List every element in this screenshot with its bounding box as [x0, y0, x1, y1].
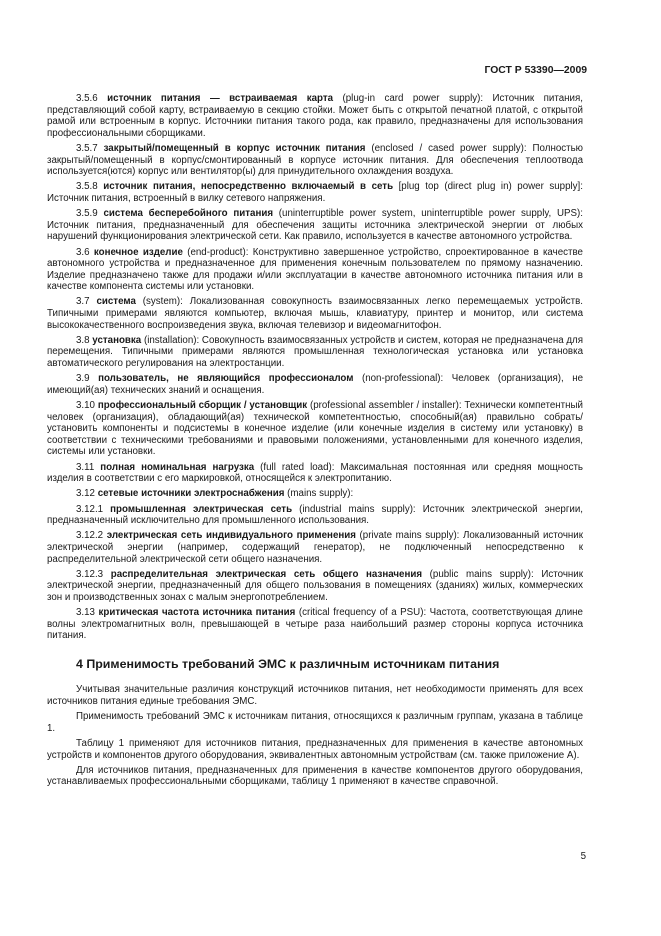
- clause-number: 3.11: [76, 461, 95, 473]
- clause-number: 3.6: [76, 246, 90, 258]
- section-title: 4 Применимость требований ЭМС к различным источникам питания: [76, 656, 500, 671]
- definition-paragraph: [47, 181, 583, 204]
- definition-text: (plug-in card power supply): Источник питания, представляющий собой карту, встраиваемую в секцию стойки. Может быть с открытой печатной платой, с открытой рамой или встроенным в корпус. Источники питания такого рода, как правило, предназначены для использования профессиональными сборщиками.: [47, 93, 583, 139]
- definition-paragraph: [47, 247, 583, 293]
- definition-text: (public mains supply): Источник электрической энергии, предназначенный для общего пользования в помещениях (зданиях) жилых, коммерческих зон и производственных зонах с малым энергопотреблением.: [47, 568, 583, 603]
- clause-number: 3.8: [76, 334, 90, 346]
- term: профессиональный сборщик / установщик: [97, 400, 308, 411]
- clause-number: 3.5.7: [76, 142, 98, 154]
- definition-text: (end-product): Конструктивно завершенное устройство, спроектированное в качестве автономного устройства и предназначенное для применения конечным пользователем по прямому назначению. Изделие предназначено также для продажи и/или эксплуатации в качестве автономного источника питания или в качестве компонента системы или установки.: [47, 246, 583, 293]
- clause-number: 3.5.6: [76, 93, 98, 104]
- definition-paragraph: [47, 335, 583, 370]
- page-number: 5: [580, 851, 586, 862]
- term: система бесперебойного питания: [103, 208, 274, 220]
- clause-number: 3.12: [76, 488, 95, 500]
- term: электрическая сеть индивидуального применения: [106, 530, 356, 542]
- clause-number: 3.7: [76, 296, 90, 308]
- definition-text: (system): Локализованная совокупность взаимосвязанных легко перемещаемых устройств. Типичными примерами являются компьютер, включая мышь, клавиатуру, принтер и монитор, или система высококачественного воспроизведения звука, включая телевизор и видеомагнитофон.: [47, 296, 584, 331]
- term: критическая частота источника питания: [98, 607, 296, 619]
- term: промышленная электрическая сеть: [110, 503, 293, 515]
- definition-paragraph: [47, 607, 583, 642]
- clause-number: 3.5.9: [76, 208, 98, 220]
- term: полная номинальная нагрузка: [100, 461, 255, 473]
- term: закрытый/помещенный в корпус источник питания: [103, 142, 366, 154]
- definition-paragraph: [47, 208, 583, 243]
- definition-paragraph: [47, 488, 583, 500]
- clause-number: 3.12.1: [76, 503, 104, 515]
- clause-number: 3.12.3: [76, 568, 104, 580]
- term: сетевые источники электроснабжения: [97, 488, 285, 500]
- definition-text: (full rated load): Максимальная постоянная или средняя мощность изделия в соответствии с его маркировкой, относящейся к электропитанию.: [47, 461, 584, 485]
- body-paragraph: Таблицу 1 применяют для источников питания, предназначенных для применения в качестве автономных устройств и компонентов другого оборудования, эквивалентных автономным устройствам (см. также приложение А).: [47, 738, 583, 761]
- term: установка: [92, 334, 142, 346]
- body-paragraph: Учитывая значительные различия конструкций источников питания, нет необходимости применять для всех источников питания единые требования ЭМС.: [47, 684, 583, 708]
- clause-number: 3.12.2: [76, 530, 104, 542]
- definition-text: (uninterruptible power system, uninterruptible power supply, UPS): Источник питания, предназначенный для обеспечения защиты источника электрической энергии от любых нарушений функционирования электрической сети. Как правило, используется в качестве автономного устройства.: [47, 208, 583, 243]
- definitions-list: [47, 93, 583, 642]
- definition-text: (mains supply):: [284, 488, 354, 500]
- body-paragraph: Применимость требований ЭМС к источникам питания, относящихся к различным группам, указана в таблице 1.: [47, 711, 583, 734]
- definition-paragraph: [47, 504, 583, 527]
- clause-number: 3.13: [76, 607, 95, 619]
- term: распределительная электрическая сеть общего назначения: [110, 568, 423, 580]
- definition-text: (private mains supply): Локализованный источник электрической энергии (например, содержащий генератор), не подключенный непосредственно к распределительной электрической сети общего назначения.: [47, 530, 584, 565]
- term: система: [96, 296, 136, 308]
- term: источник питания — встраиваемая карта: [107, 93, 334, 104]
- document-header: ГОСТ Р 53390—2009: [484, 65, 587, 76]
- clause-number: 3.10: [76, 400, 95, 411]
- definition-text: (professional assembler / installer): Технически компетентный человек (организация), обладающий(ая) технической компетентностью, способный(ая) правильно собрать/установить компоненты и подсистемы в конечное изделие (или конечные изделия в систему или установку) в соответствии с техническими требованиями и правовыми положениями, установленными для конечного изделия, системы или установки.: [47, 400, 583, 458]
- clause-number: 3.5.8: [76, 181, 98, 193]
- definition-text: (non-professional): Человек (организация), не имеющий(ая) технических знаний и оснащения.: [47, 373, 584, 396]
- section-body: [47, 684, 583, 788]
- definition-text: (critical frequency of a PSU): Частота, соответствующая длине волны электромагнитных волн, превышающей в четыре раза наибольший размер стороны корпуса источника питания.: [47, 607, 583, 642]
- term: источник питания, непосредственно включаемый в сеть: [103, 181, 394, 193]
- definition-paragraph: [47, 296, 583, 331]
- body-paragraph: Для источников питания, предназначенных для применения в качестве компонентов другого оборудования, устанавливаемых профессиональными сборщиками, таблицу 1 применяют в качестве справочной.: [47, 764, 583, 788]
- clause-number: 3.9: [76, 373, 90, 385]
- term: пользователь, не являющийся профессионалом: [98, 373, 354, 385]
- definition-paragraph: [47, 400, 583, 458]
- definition-paragraph: [47, 569, 583, 604]
- document-body: [47, 93, 583, 792]
- term: конечное изделие: [93, 246, 183, 258]
- definition-text: (enclosed / cased power supply): Полностью закрытый/помещенный в корпус/смонтированный в корпусе источник питания. Для обеспечения теплоотвода используется(ются) корпус или вентилятор(ы) для принудительного охлаждения воздуха.: [47, 142, 583, 178]
- definition-paragraph: [47, 462, 583, 485]
- definition-paragraph: [47, 93, 583, 139]
- definition-paragraph: [47, 530, 583, 565]
- definition-text: (industrial mains supply): Источник электрической энергии, предназначенный исключительно для промышленного использования.: [47, 503, 583, 527]
- definition-text: (installation): Совокупность взаимосвязанных устройств и систем, которая не предназначена для перемещения. Типичными примерами являются промышленная технологическая установка или установка автоматического регулирования на электростанции.: [47, 334, 583, 370]
- definition-paragraph: [47, 373, 583, 396]
- definition-paragraph: [47, 143, 583, 178]
- definition-text: [plug top (direct plug in) power supply]: Источник питания, встроенный в вилку сетевого напряжения.: [47, 181, 583, 204]
